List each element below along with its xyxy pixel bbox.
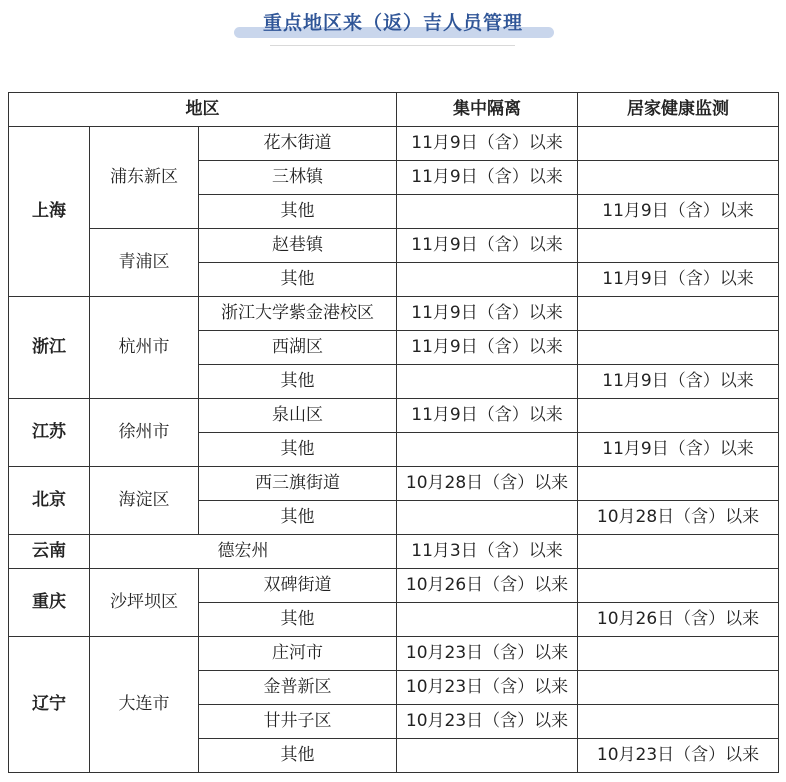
area-cell: 泉山区: [199, 399, 397, 433]
area-cell: 其他: [199, 501, 397, 535]
header-monitoring: 居家健康监测: [578, 93, 779, 127]
monitoring-cell: [578, 705, 779, 739]
city-cell: 海淀区: [90, 467, 199, 535]
province-cell: 江苏: [9, 399, 90, 467]
table-row: [9, 569, 779, 603]
header-area: 地区: [9, 93, 397, 127]
table-row: [9, 297, 779, 331]
quarantine-cell: 10月23日（含）以来: [397, 637, 578, 671]
monitoring-cell: 10月23日（含）以来: [578, 739, 779, 773]
province-cell: 云南: [9, 535, 90, 569]
quarantine-cell: 11月9日（含）以来: [397, 161, 578, 195]
monitoring-cell: [578, 637, 779, 671]
quarantine-cell: 10月28日（含）以来: [397, 467, 578, 501]
quarantine-cell: 11月9日（含）以来: [397, 331, 578, 365]
region-table: [8, 92, 779, 773]
quarantine-cell: 11月9日（含）以来: [397, 229, 578, 263]
quarantine-cell: [397, 195, 578, 229]
area-cell: 其他: [199, 433, 397, 467]
area-cell: 甘井子区: [199, 705, 397, 739]
table-row: [9, 229, 779, 263]
quarantine-cell: [397, 603, 578, 637]
quarantine-cell: 11月9日（含）以来: [397, 297, 578, 331]
monitoring-cell: 11月9日（含）以来: [578, 365, 779, 399]
quarantine-cell: [397, 263, 578, 297]
area-cell: 三林镇: [199, 161, 397, 195]
monitoring-cell: [578, 535, 779, 569]
monitoring-cell: [578, 229, 779, 263]
quarantine-cell: [397, 739, 578, 773]
quarantine-cell: 10月23日（含）以来: [397, 705, 578, 739]
city-cell: 大连市: [90, 637, 199, 773]
table-row: [9, 467, 779, 501]
table-row: [9, 535, 779, 569]
province-cell: 上海: [9, 127, 90, 297]
monitoring-cell: [578, 671, 779, 705]
quarantine-cell: 10月23日（含）以来: [397, 671, 578, 705]
monitoring-cell: [578, 399, 779, 433]
area-cell: 其他: [199, 739, 397, 773]
city-cell: 杭州市: [90, 297, 199, 399]
area-cell: 其他: [199, 195, 397, 229]
province-cell: 辽宁: [9, 637, 90, 773]
province-cell: 重庆: [9, 569, 90, 637]
area-cell: 双碑街道: [199, 569, 397, 603]
area-cell: 庄河市: [199, 637, 397, 671]
area-cell: 其他: [199, 365, 397, 399]
table-row: [9, 127, 779, 161]
monitoring-cell: [578, 467, 779, 501]
area-cell: 浙江大学紫金港校区: [199, 297, 397, 331]
quarantine-cell: [397, 433, 578, 467]
monitoring-cell: [578, 161, 779, 195]
header-quarantine: 集中隔离: [397, 93, 578, 127]
monitoring-cell: [578, 331, 779, 365]
quarantine-cell: 11月9日（含）以来: [397, 399, 578, 433]
monitoring-cell: 11月9日（含）以来: [578, 433, 779, 467]
area-cell: 赵巷镇: [199, 229, 397, 263]
city-cell: 德宏州: [90, 535, 397, 569]
province-cell: 浙江: [9, 297, 90, 399]
monitoring-cell: [578, 127, 779, 161]
title-area: [0, 0, 786, 50]
table-header-row: [9, 93, 779, 127]
quarantine-cell: [397, 365, 578, 399]
province-cell: 北京: [9, 467, 90, 535]
monitoring-cell: 11月9日（含）以来: [578, 195, 779, 229]
monitoring-cell: 11月9日（含）以来: [578, 263, 779, 297]
city-cell: 青浦区: [90, 229, 199, 297]
table-row: [9, 637, 779, 671]
page-title: 重点地区来（返）吉人员管理: [262, 12, 523, 34]
area-cell: 其他: [199, 603, 397, 637]
area-cell: 金普新区: [199, 671, 397, 705]
city-cell: 徐州市: [90, 399, 199, 467]
city-cell: 沙坪坝区: [90, 569, 199, 637]
monitoring-cell: [578, 569, 779, 603]
quarantine-cell: 11月9日（含）以来: [397, 127, 578, 161]
table-row: [9, 399, 779, 433]
monitoring-cell: [578, 297, 779, 331]
area-cell: 其他: [199, 263, 397, 297]
quarantine-cell: 10月26日（含）以来: [397, 569, 578, 603]
area-cell: 西三旗街道: [199, 467, 397, 501]
area-cell: 花木街道: [199, 127, 397, 161]
quarantine-cell: [397, 501, 578, 535]
title-divider: [270, 45, 515, 46]
area-cell: 西湖区: [199, 331, 397, 365]
monitoring-cell: 10月26日（含）以来: [578, 603, 779, 637]
city-cell: 浦东新区: [90, 127, 199, 229]
monitoring-cell: 10月28日（含）以来: [578, 501, 779, 535]
quarantine-cell: 11月3日（含）以来: [397, 535, 578, 569]
